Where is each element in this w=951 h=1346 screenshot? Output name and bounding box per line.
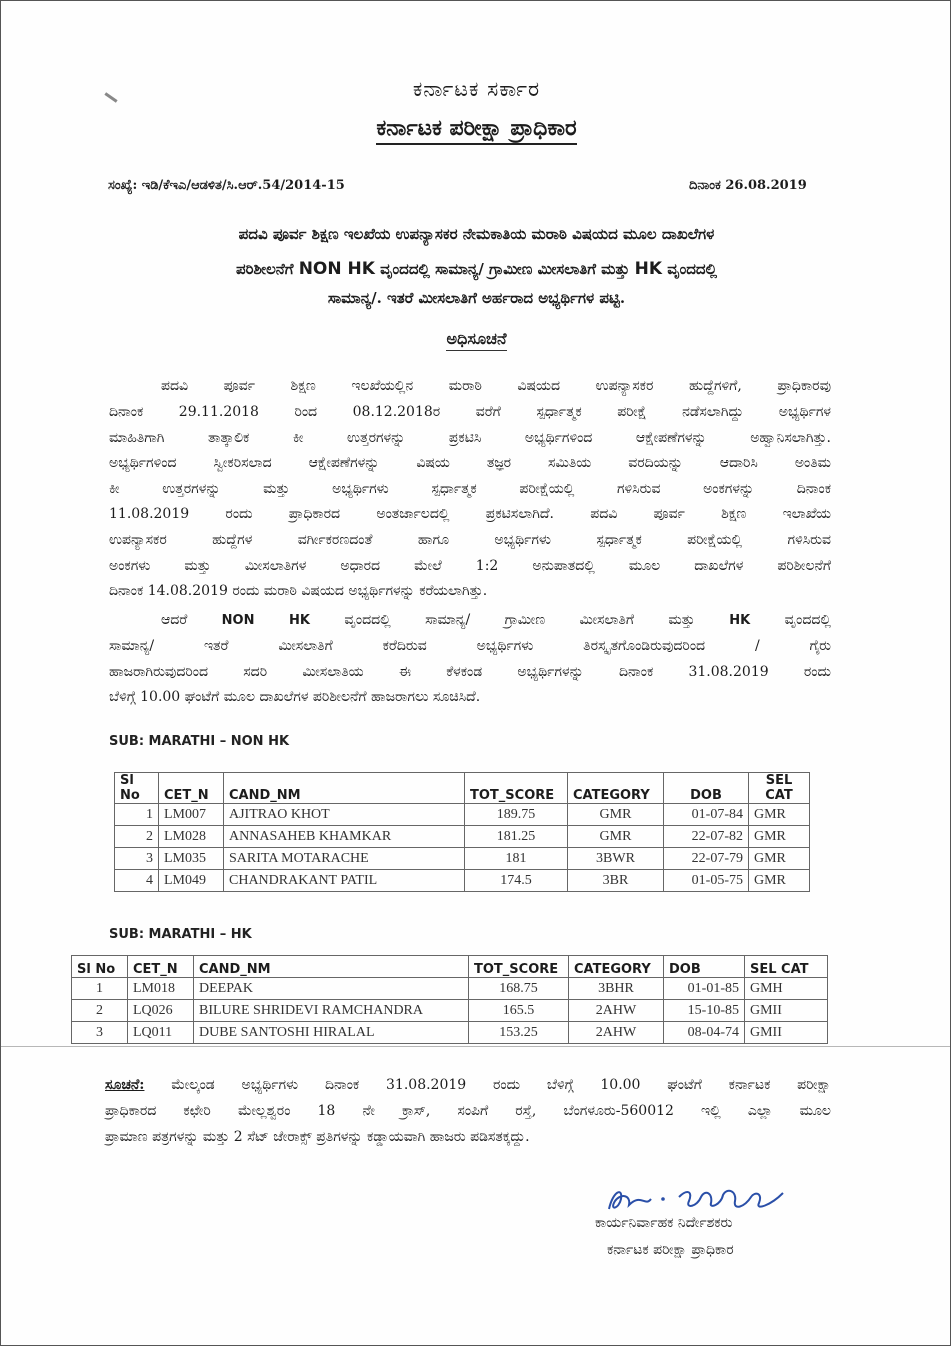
paragraph-text: ವೃಂದದಲ್ಲಿ — [750, 612, 831, 628]
paragraph-text: ವೃಂದದಲ್ಲಿ ಸಾಮಾನ್ಯ/ ಗ್ರಾಮೀಣ ಮೀಸಲಾತಿಗೆ ಮತ್ತು — [309, 612, 730, 628]
cell-dob: 22-07-82 — [664, 826, 749, 848]
authority-heading-text: ಕರ್ನಾಟಕ ಪರೀಕ್ಷಾ ಪ್ರಾಧಿಕಾರ — [376, 115, 576, 145]
cell-category: 2AHW — [569, 1000, 664, 1022]
cell-tot-score: 181 — [465, 848, 568, 870]
table-header-row — [115, 773, 810, 804]
subject-text: ವೃಂದದಲ್ಲಿ — [662, 260, 717, 278]
table-row — [115, 870, 810, 892]
non-hk-table — [114, 772, 810, 892]
paragraph-1-line: 11.08.2019 ರಂದು ಪ್ರಾಧಿಕಾರದ ಅಂತರ್ಜಾಲದಲ್ಲಿ ಪ್ರಕಟಿಸಲಾಗಿದೆ. ಪದವಿ ಪೂರ್ವ ಶಿಕ್ಷಣ ಇಲಾಖೆಯ — [109, 506, 831, 522]
cell-cand-nm: CHANDRAKANT PATIL — [224, 870, 465, 892]
cell-dob: 01-05-75 — [664, 870, 749, 892]
header-cand-nm: CAND_NM — [224, 773, 465, 804]
header-dob: DOB — [664, 956, 745, 978]
signatory-organization: ಕರ್ನಾಟಕ ಪರೀಕ್ಷಾ ಪ್ರಾಧಿಕಾರ — [607, 1242, 734, 1258]
subject-line-2 — [1, 259, 951, 279]
authority-heading — [1, 115, 951, 141]
cell-cand-nm: DEEPAK — [194, 978, 469, 1000]
paragraph-text: ಆದರೆ — [161, 612, 222, 628]
header-cand-nm: CAND_NM — [194, 956, 469, 978]
table-row — [115, 804, 810, 826]
document-date: ದಿನಾಂಕ 26.08.2019 — [689, 178, 807, 193]
cell-sel-cat: GMH — [745, 978, 828, 1000]
cell-tot-score: 189.75 — [465, 804, 568, 826]
cell-tot-score: 168.75 — [469, 978, 569, 1000]
government-heading: ಕರ್ನಾಟಕ ಸರ್ಕಾರ — [412, 77, 541, 101]
header-sl-no: Sl No — [115, 773, 159, 804]
signatory-title: ಕಾರ್ಯನಿರ್ವಾಹಕ ನಿರ್ದೇಶಕರು — [595, 1215, 733, 1231]
paragraph-1-line: ದಿನಾಂಕ 29.11.2018 ರಿಂದ 08.12.2018ರ ವರೆಗೆ ಸ್ಪರ್ಧಾತ್ಮಕ ಪರೀಕ್ಷೆ ನಡೆಸಲಾಗಿದ್ದು ಅಭ್ಯರ್ಥಿಗಳ — [109, 404, 831, 420]
cell-dob: 22-07-79 — [664, 848, 749, 870]
paragraph-2-line: ಸಾಮಾನ್ಯ/ ಇತರೆ ಮೀಸಲಾತಿಗೆ ಕರೆದಿರುವ ಅಭ್ಯರ್ಥಿಗಳು ತಿರಸ್ಕೃತಗೊಂಡಿರುವುದರಿಂದ / ಗೈರು — [109, 638, 831, 654]
cell-cet-n: LM028 — [159, 826, 224, 848]
note-line: ಪ್ರಾಧಿಕಾರದ ಕಛೇರಿ ಮೇಲ್ಲಶ್ವರಂ 18 ನೇ ಕ್ರಾಸ್, ಸಂಪಿಗೆ ರಸ್ತೆ, ಬೆಂಗಳೂರು-560012 ಇಲ್ಲಿ ಎಲ್ಲಾ ಮೂಲ — [105, 1103, 831, 1119]
non-hk-table-title: SUB: MARATHI – NON HK — [109, 734, 290, 749]
note-line: ಪ್ರಾಮಾಣ ಪತ್ರಗಳನ್ನು ಮತ್ತು 2 ಸೆಟ್ ಜೇರಾಕ್ಸ್ ಪ್ರತಿಗಳನ್ನು ಕಡ್ಡಾಯವಾಗಿ ಹಾಜರು ಪಡಿಸತಕ್ಕದ್ದು. — [105, 1129, 530, 1145]
table-row — [115, 826, 810, 848]
paragraph-1-line: ಅಭ್ಯರ್ಥಿಗಳಿಂದ ಸ್ವೀಕರಿಸಲಾದ ಆಕ್ಷೇಪಣೆಗಳನ್ನು ವಿಷಯ ತಜ್ಞರ ಸಮಿತಿಯ ವರದಿಯನ್ನು ಆದಾರಿಸಿ ಅಂತಿಮ — [109, 455, 831, 471]
notice-title-text: ಅಧಿಸೂಚನೆ — [446, 329, 506, 351]
header-sl-no: Sl No — [72, 956, 128, 978]
cell-sel-cat: GMR — [749, 804, 810, 826]
table-row — [115, 848, 810, 870]
cell-cet-n: LM007 — [159, 804, 224, 826]
cell-cand-nm: BILURE SHRIDEVI RAMCHANDRA — [194, 1000, 469, 1022]
paragraph-1-line: ಅಂಕಗಳು ಮತ್ತು ಮೀಸಲಾತಿಗಳ ಅಧಾರದ ಮೇಲೆ 1:2 ಅನುಪಾತದಲ್ಲಿ ಮೂಲ ದಾಖಲೆಗಳ ಪರಿಶೀಲನೆಗೆ — [109, 558, 831, 574]
cell-cet-n: LM049 — [159, 870, 224, 892]
paragraph-hk: HK — [729, 613, 751, 628]
subject-text: ವೃಂದದಲ್ಲಿ ಸಾಮಾನ್ಯ/ ಗ್ರಾಮೀಣ ಮೀಸಲಾತಿಗೆ ಮತ್ತು — [374, 260, 635, 278]
cell-sl-no: 3 — [72, 1022, 128, 1044]
hk-table-title: SUB: MARATHI – HK — [109, 927, 252, 942]
header-category: CATEGORY — [568, 773, 664, 804]
cell-dob: 01-01-85 — [664, 978, 745, 1000]
cell-cet-n: LM035 — [159, 848, 224, 870]
paragraph-1-line: ಮಾಹಿತಿಗಾಗಿ ತಾತ್ಕಾಲಿಕ ಕೀ ಉತ್ತರಗಳನ್ನು ಪ್ರಕಟಿಸಿ ಅಭ್ಯರ್ಥಿಗಳಿಂದ ಆಕ್ಷೇಪಣೆಗಳನ್ನು ಅಹ್ವಾನಿಸಲಾಗಿತ್ತು. — [109, 430, 831, 446]
subject-hk: HK — [634, 259, 663, 279]
cell-sel-cat: GMII — [745, 1022, 828, 1044]
cell-tot-score: 181.25 — [465, 826, 568, 848]
cell-cet-n: LM018 — [128, 978, 194, 1000]
cell-dob: 15-10-85 — [664, 1000, 745, 1022]
cell-sl-no: 2 — [115, 826, 159, 848]
note-line — [105, 1076, 831, 1094]
cell-tot-score: 153.25 — [469, 1022, 569, 1044]
cell-dob: 08-04-74 — [664, 1022, 745, 1044]
cell-sl-no: 1 — [72, 978, 128, 1000]
header-cet-n: CET_N — [159, 773, 224, 804]
header-category: CATEGORY — [569, 956, 664, 978]
cell-cet-n: LQ011 — [128, 1022, 194, 1044]
cell-cand-nm: ANNASAHEB KHAMKAR — [224, 826, 465, 848]
cell-category: 3BHR — [569, 978, 664, 1000]
hk-table — [71, 955, 828, 1044]
note-label: ಸೂಚನೆ: — [105, 1077, 145, 1093]
cell-sl-no: 2 — [72, 1000, 128, 1022]
header-sel-cat: SEL CAT — [745, 956, 828, 978]
cell-sel-cat: GMR — [749, 848, 810, 870]
cell-category: 3BR — [568, 870, 664, 892]
subject-non-hk: NON HK — [298, 259, 375, 279]
cell-cet-n: LQ026 — [128, 1000, 194, 1022]
paragraph-2-line: ಹಾಜರಾಗಿರುವುದರಿಂದ ಸದರಿ ಮೀಸಲಾತಿಯ ಈ ಕೆಳಕಂಡ ಅಭ್ಯರ್ಥಿಗಳನ್ನು ದಿನಾಂಕ 31.08.2019 ರಂದು — [109, 664, 831, 680]
subject-line-1: ಪದವಿ ಪೂರ್ವ ಶಿಕ್ಷಣ ಇಲಖೆಯ ಉಪನ್ಯಾಸಕರ ನೇಮಕಾತಿಯ ಮರಾಠಿ ವಿಷಯದ ಮೂಲ ದಾಖಲೆಗಳ — [238, 225, 715, 243]
cell-sel-cat: GMII — [745, 1000, 828, 1022]
cell-sl-no: 4 — [115, 870, 159, 892]
subject-line-3: ಸಾಮಾನ್ಯ/. ಇತರೆ ಮೀಸಲಾತಿಗೆ ಅರ್ಹರಾದ ಅಭ್ಯರ್ಥಿಗಳ ಪಟ್ಟಿ. — [327, 289, 626, 307]
paragraph-1-line: ಕೀ ಉತ್ತರಗಳನ್ನು ಮತ್ತು ಅಭ್ಯರ್ಥಿಗಳು ಸ್ಪರ್ಧಾತ್ಮಕ ಪರೀಕ್ಷೆಯಲ್ಲಿ ಗಳಿಸಿರುವ ಅಂಕಗಳನ್ನು ದಿನಾಂಕ — [109, 481, 831, 497]
cell-sel-cat: GMR — [749, 870, 810, 892]
table-row — [72, 1022, 828, 1044]
paragraph-1-line: ದಿನಾಂಕ 14.08.2019 ರಂದು ಮರಾಠಿ ವಿಷಯದ ಅಭ್ಯರ್ಥಿಗಳನ್ನು ಕರೆಯಲಾಗಿತ್ತು. — [109, 583, 488, 599]
subject-text: ಪರಿಶೀಲನೆಗೆ — [236, 260, 299, 278]
cell-tot-score: 165.5 — [469, 1000, 569, 1022]
cell-category: 2AHW — [569, 1022, 664, 1044]
cell-dob: 01-07-84 — [664, 804, 749, 826]
cell-category: GMR — [568, 826, 664, 848]
header-tot-score: TOT_SCORE — [469, 956, 569, 978]
note-text: ಮೇಲ್ಕಂಡ ಅಭ್ಯರ್ಥಿಗಳು ದಿನಾಂಕ 31.08.2019 ರಂದು ಬೆಳಿಗ್ಗೆ 10.00 ಘಂಟೆಗೆ ಕರ್ನಾಟಕ ಪರೀಕ್ಷಾ — [144, 1077, 831, 1093]
header-dob: DOB — [664, 773, 749, 804]
header-tot-score: TOT_SCORE — [465, 773, 568, 804]
reference-number: ಸಂಖ್ಯೆ: ಇಡಿ/ಕೆಇಎ/ಆಡಳಿತ/ಸಿ.ಆರ್.54/2014-15 — [108, 178, 345, 193]
cell-category: GMR — [568, 804, 664, 826]
cell-sel-cat: GMR — [749, 826, 810, 848]
cell-cand-nm: SARITA MOTARACHE — [224, 848, 465, 870]
cell-cand-nm: DUBE SANTOSHI HIRALAL — [194, 1022, 469, 1044]
header-sel-cat: SEL CAT — [749, 773, 810, 804]
paragraph-non-hk: NON HK — [221, 613, 310, 628]
table-row — [72, 978, 828, 1000]
paragraph-2-line — [161, 611, 831, 630]
cell-cand-nm: AJITRAO KHOT — [224, 804, 465, 826]
table-row — [72, 1000, 828, 1022]
cell-tot-score: 174.5 — [465, 870, 568, 892]
cell-sl-no: 3 — [115, 848, 159, 870]
paragraph-2-line: ಬೆಳಿಗ್ಗೆ 10.00 ಘಂಟೆಗೆ ಮೂಲ ದಾಖಲೆಗಳ ಪರಿಶೀಲನೆಗೆ ಹಾಜರಾಗಲು ಸೂಚಿಸಿದೆ. — [109, 689, 481, 705]
paragraph-1-line: ಪದವಿ ಪೂರ್ವ ಶಿಕ್ಷಣ ಇಲಖೆಯಲ್ಲಿನ ಮರಾಠಿ ವಿಷಯದ ಉಪನ್ಯಾಸಕರ ಹುದ್ದೆಗಳಿಗೆ, ಪ್ರಾಧಿಕಾರವು — [161, 378, 831, 394]
paragraph-1-line: ಉಪನ್ಯಾಸಕರ ಹುದ್ದೆಗಳ ವರ್ಗೀಕರಣದಂತೆ ಹಾಗೂ ಅಭ್ಯರ್ಥಿಗಳು ಸ್ಪರ್ಧಾತ್ಮಕ ಪರೀಕ್ಷೆಯಲ್ಲಿ ಗಳಿಸಿರುವ — [109, 532, 831, 548]
table-header-row — [72, 956, 828, 978]
header-cet-n: CET_N — [128, 956, 194, 978]
notice-title — [1, 329, 951, 349]
cell-sl-no: 1 — [115, 804, 159, 826]
scan-artifact-line — [1, 1046, 951, 1047]
cell-category: 3BWR — [568, 848, 664, 870]
